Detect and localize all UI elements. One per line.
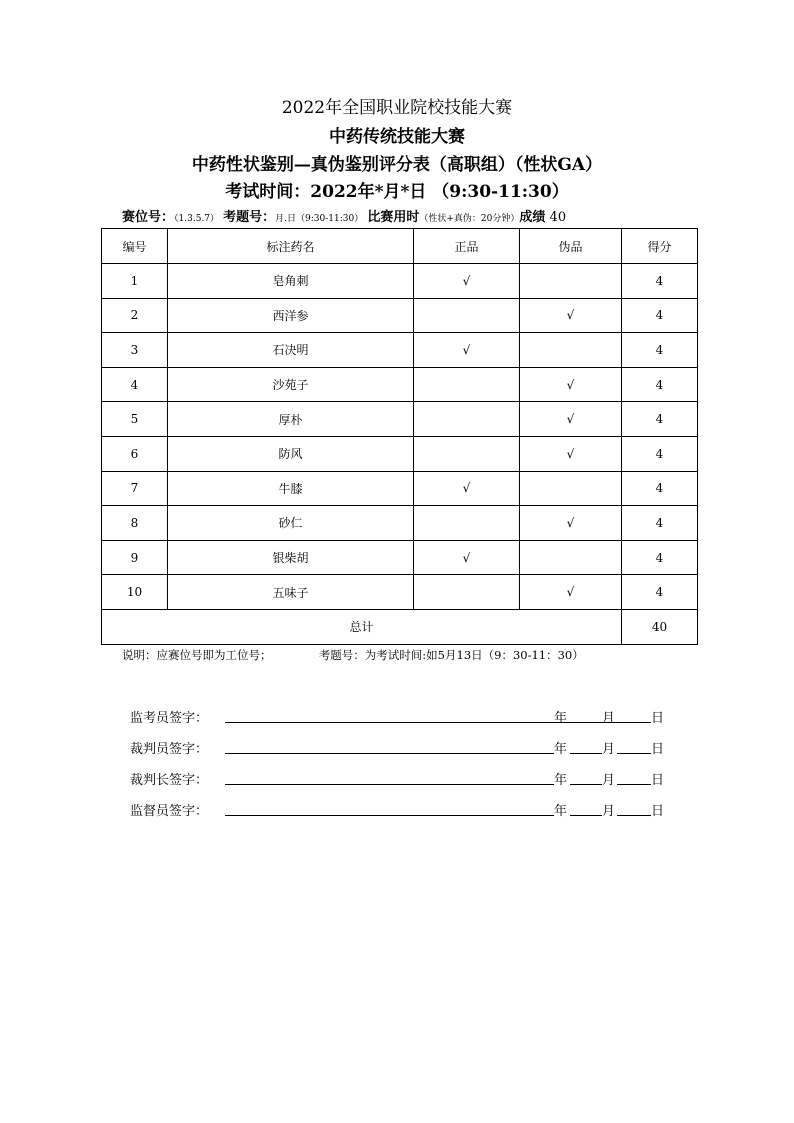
signature-row bbox=[130, 769, 690, 789]
table-row bbox=[102, 436, 698, 471]
row-genuine: √ bbox=[414, 333, 520, 368]
title-competition: 2022年全国职业院校技能大赛 bbox=[281, 98, 513, 118]
month-label: 月 bbox=[602, 711, 616, 726]
row-name: 防风 bbox=[168, 436, 414, 471]
row-no: 4 bbox=[102, 367, 168, 402]
row-name: 五味子 bbox=[168, 575, 414, 610]
year-label: 年 bbox=[554, 773, 568, 788]
signature-label: 裁判长签字： bbox=[130, 773, 209, 788]
time-value: （性状+真伪：20分钟） bbox=[419, 214, 520, 224]
title-form-name: 中药性状鉴别—真伪鉴别评分表（高职组）（性状GA） bbox=[191, 155, 603, 175]
row-genuine: √ bbox=[414, 540, 520, 575]
signature-line[interactable] bbox=[225, 753, 554, 754]
day-blank[interactable] bbox=[617, 722, 651, 723]
exam-value: 月.日（9:30-11:30） bbox=[275, 214, 364, 224]
row-genuine bbox=[414, 575, 520, 610]
row-no: 10 bbox=[102, 575, 168, 610]
day-label: 日 bbox=[651, 804, 665, 819]
year-label: 年 bbox=[554, 742, 568, 757]
month-blank[interactable] bbox=[570, 753, 602, 754]
info-line bbox=[122, 210, 682, 227]
row-no: 1 bbox=[102, 264, 168, 299]
table-row bbox=[102, 540, 698, 575]
header-fake: 伪品 bbox=[520, 229, 622, 264]
row-name: 牛膝 bbox=[168, 471, 414, 506]
row-fake bbox=[520, 264, 622, 299]
seat-value: （1.3.5.7） bbox=[174, 214, 220, 224]
row-genuine bbox=[414, 506, 520, 541]
row-genuine: √ bbox=[414, 264, 520, 299]
seat-label: 赛位号： bbox=[122, 210, 175, 225]
day-blank[interactable] bbox=[617, 784, 651, 785]
header-genuine: 正品 bbox=[414, 229, 520, 264]
year-label: 年 bbox=[554, 711, 568, 726]
day-blank[interactable] bbox=[617, 753, 651, 754]
table-row bbox=[102, 575, 698, 610]
table-row bbox=[102, 471, 698, 506]
row-genuine bbox=[414, 402, 520, 437]
row-fake bbox=[520, 540, 622, 575]
row-score: 4 bbox=[622, 402, 698, 437]
row-score: 4 bbox=[622, 298, 698, 333]
row-fake: √ bbox=[520, 298, 622, 333]
total-label: 总计 bbox=[102, 609, 622, 644]
row-score: 4 bbox=[622, 506, 698, 541]
table-row bbox=[102, 298, 698, 333]
header-name: 标注药名 bbox=[168, 229, 414, 264]
month-label: 月 bbox=[602, 742, 616, 757]
row-no: 7 bbox=[102, 471, 168, 506]
year-label: 年 bbox=[554, 804, 568, 819]
row-name: 银柴胡 bbox=[168, 540, 414, 575]
total-value: 40 bbox=[622, 609, 698, 644]
row-fake: √ bbox=[520, 367, 622, 402]
row-genuine bbox=[414, 298, 520, 333]
month-blank[interactable] bbox=[570, 722, 602, 723]
row-name: 西洋参 bbox=[168, 298, 414, 333]
row-fake bbox=[520, 471, 622, 506]
exam-label: 考题号： bbox=[223, 210, 276, 225]
score-table bbox=[101, 228, 698, 645]
row-score: 4 bbox=[622, 367, 698, 402]
row-name: 砂仁 bbox=[168, 506, 414, 541]
signature-label: 监督员签字： bbox=[130, 804, 209, 819]
day-label: 日 bbox=[651, 742, 665, 757]
score-value: 40 bbox=[549, 210, 567, 225]
note-line bbox=[122, 647, 584, 663]
signature-line[interactable] bbox=[225, 815, 554, 816]
row-name: 厚朴 bbox=[168, 402, 414, 437]
day-blank[interactable] bbox=[617, 815, 651, 816]
row-score: 4 bbox=[622, 575, 698, 610]
row-name: 沙苑子 bbox=[168, 367, 414, 402]
row-fake: √ bbox=[520, 402, 622, 437]
month-label: 月 bbox=[602, 773, 616, 788]
table-row bbox=[102, 367, 698, 402]
table-row bbox=[102, 333, 698, 368]
row-no: 8 bbox=[102, 506, 168, 541]
note-exam: 考题号：为考试时间:如5月13日（9：30-11：30） bbox=[318, 648, 584, 662]
row-no: 2 bbox=[102, 298, 168, 333]
table-row bbox=[102, 402, 698, 437]
row-fake: √ bbox=[520, 575, 622, 610]
title-category: 中药传统技能大赛 bbox=[329, 127, 465, 147]
signature-row bbox=[130, 738, 690, 758]
row-fake: √ bbox=[520, 436, 622, 471]
row-no: 9 bbox=[102, 540, 168, 575]
signature-label: 裁判员签字： bbox=[130, 742, 209, 757]
row-score: 4 bbox=[622, 436, 698, 471]
row-name: 皂角刺 bbox=[168, 264, 414, 299]
day-label: 日 bbox=[651, 773, 665, 788]
row-score: 4 bbox=[622, 264, 698, 299]
month-blank[interactable] bbox=[570, 815, 602, 816]
signature-row bbox=[130, 707, 690, 727]
signature-row bbox=[130, 800, 690, 820]
row-genuine bbox=[414, 436, 520, 471]
signature-line[interactable] bbox=[225, 784, 554, 785]
row-score: 4 bbox=[622, 333, 698, 368]
row-score: 4 bbox=[622, 471, 698, 506]
note-seat: 说明：应赛位号即为工位号； bbox=[122, 648, 272, 662]
header-score: 得分 bbox=[622, 229, 698, 264]
signature-label: 监考员签字： bbox=[130, 711, 209, 726]
table-row bbox=[102, 264, 698, 299]
row-name: 石决明 bbox=[168, 333, 414, 368]
row-genuine: √ bbox=[414, 471, 520, 506]
row-fake: √ bbox=[520, 506, 622, 541]
row-genuine bbox=[414, 367, 520, 402]
title-exam-time: 考试时间：2022年*月*日 （9:30-11:30） bbox=[225, 182, 569, 202]
row-no: 3 bbox=[102, 333, 168, 368]
day-label: 日 bbox=[651, 711, 665, 726]
time-label: 比赛用时 bbox=[367, 210, 420, 225]
month-label: 月 bbox=[602, 804, 616, 819]
month-blank[interactable] bbox=[570, 784, 602, 785]
total-row bbox=[102, 609, 698, 644]
table-header-row bbox=[102, 229, 698, 264]
row-no: 6 bbox=[102, 436, 168, 471]
row-score: 4 bbox=[622, 540, 698, 575]
table-row bbox=[102, 506, 698, 541]
score-label: 成绩 bbox=[519, 210, 546, 225]
header-no: 编号 bbox=[102, 229, 168, 264]
row-no: 5 bbox=[102, 402, 168, 437]
row-fake bbox=[520, 333, 622, 368]
